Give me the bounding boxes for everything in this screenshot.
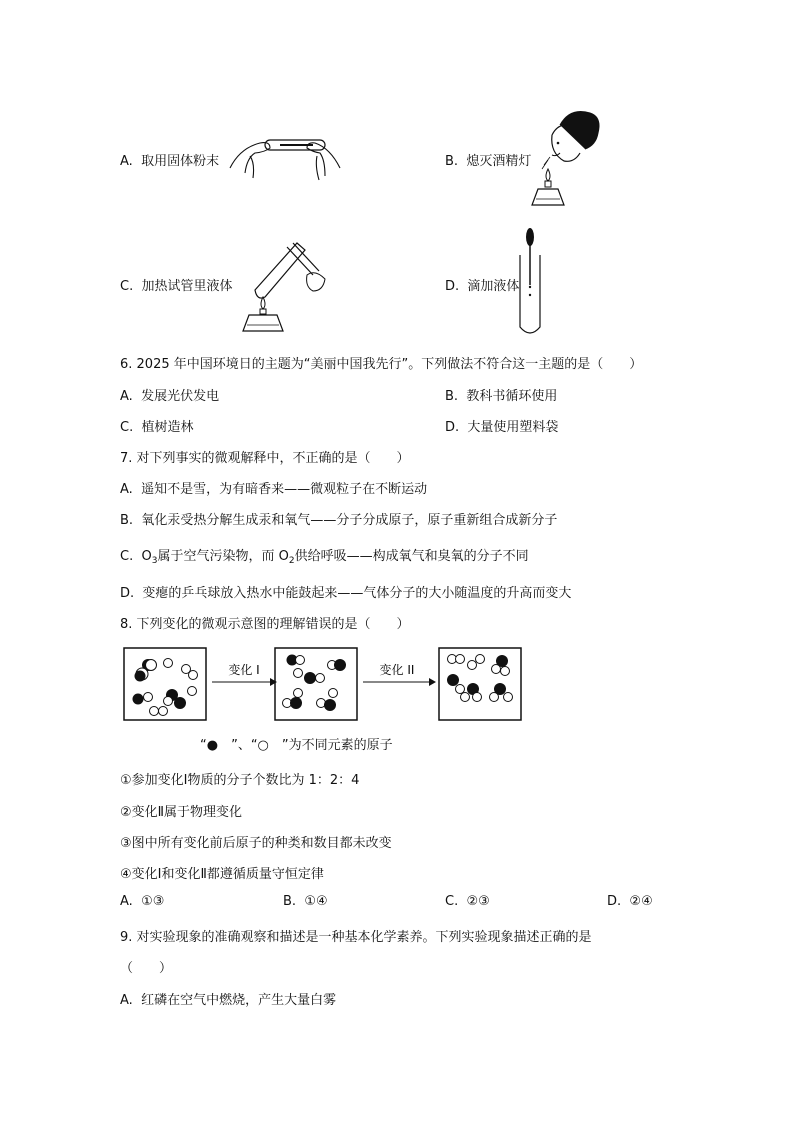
q8-stem: 8. 下列变化的微观示意图的理解错误的是（ ） <box>120 617 410 632</box>
q8-option-c <box>445 894 490 909</box>
option-text: 教科书循环使用 <box>466 389 558 404</box>
option-letter: A. <box>120 894 133 909</box>
q8-option-a <box>120 894 164 909</box>
option-text-pre: O <box>141 549 152 564</box>
powder-sampling-illustration <box>225 128 345 188</box>
option-letter: A. <box>120 154 133 169</box>
q7-option-d <box>120 582 571 601</box>
q6-option-d <box>445 416 558 435</box>
q8-option-b <box>283 894 328 909</box>
box2-particles <box>283 655 347 712</box>
q5-option-c <box>120 275 233 294</box>
arrow-2-label: 变化 II <box>379 663 415 677</box>
option-text: ①③ <box>141 894 165 909</box>
option-text: ②③ <box>466 894 490 909</box>
option-text: 熄灭酒精灯 <box>466 154 532 169</box>
option-letter: B. <box>445 389 459 404</box>
q5-option-a <box>120 150 219 169</box>
option-letter: D. <box>445 279 460 294</box>
option-letter: C. <box>120 420 134 435</box>
option-text: 发展光伏发电 <box>141 389 220 404</box>
particle-change-diagram <box>120 645 530 725</box>
option-text: 大量使用塑料袋 <box>467 420 559 435</box>
box1-particles <box>133 659 198 716</box>
q6-option-c <box>120 416 194 435</box>
q6-option-a <box>120 385 219 404</box>
option-letter: A. <box>120 482 133 497</box>
option-letter: A. <box>120 993 133 1008</box>
arrow-1-label: 变化 I <box>228 663 260 677</box>
option-text: 取用固体粉末 <box>141 154 220 169</box>
option-letter: C. <box>120 279 134 294</box>
option-letter: B. <box>445 154 459 169</box>
q7-option-b <box>120 509 557 528</box>
q6-stem: 6. 2025 年中国环境日的主题为“美丽中国我先行”。下列做法不符合这一主题的是（ ） <box>120 357 643 372</box>
q8-statement-3: ③图中所有变化前后原子的种类和数目都未改变 <box>120 836 392 851</box>
q8-option-d <box>607 894 653 909</box>
option-text: 变瘪的乒乓球放入热水中能鼓起来——气体分子的大小随温度的升高而变大 <box>142 586 572 601</box>
option-letter: A. <box>120 389 133 404</box>
q6-option-b <box>445 385 557 404</box>
option-text-mid: 属于空气污染物，而 O <box>157 549 289 564</box>
option-letter: C. <box>120 549 134 564</box>
q9-paren: （ ） <box>120 961 173 976</box>
option-text: ①④ <box>304 894 328 909</box>
option-letter: B. <box>283 894 297 909</box>
box3-particles <box>447 655 513 702</box>
option-text-sub: 3 <box>151 556 158 566</box>
q7-option-c <box>120 545 529 566</box>
option-letter: D. <box>120 586 135 601</box>
option-letter: D. <box>607 894 622 909</box>
option-text-sub2: 2 <box>288 556 295 566</box>
option-text: 加热试管里液体 <box>141 279 233 294</box>
option-letter: B. <box>120 513 134 528</box>
blowing-lamp-illustration <box>530 105 605 215</box>
option-text: 植树造林 <box>141 420 194 435</box>
q8-legend: “● ”、“○ ”为不同元素的原子 <box>200 738 393 753</box>
option-text: 红磷在空气中燃烧，产生大量白雾 <box>141 993 337 1008</box>
dropping-liquid-illustration <box>515 225 545 340</box>
q8-statement-4: ④变化Ⅰ和变化Ⅱ都遵循质量守恒定律 <box>120 867 324 882</box>
heating-tube-illustration <box>235 235 330 335</box>
q8-statement-1: ①参加变化Ⅰ物质的分子个数比为 1：2：4 <box>120 773 360 788</box>
option-text: ②④ <box>629 894 653 909</box>
q9-stem: 9. 对实验现象的准确观察和描述是一种基本化学素养。下列实验现象描述正确的是 <box>120 930 592 945</box>
option-letter: D. <box>445 420 460 435</box>
option-text-post: 供给呼吸——构成氧气和臭氧的分子不同 <box>294 549 529 564</box>
option-text: 滴加液体 <box>467 279 520 294</box>
q7-option-a <box>120 478 427 497</box>
option-text: 遥知不是雪，为有暗香来——微观粒子在不断运动 <box>141 482 428 497</box>
q8-statement-2: ②变化Ⅱ属于物理变化 <box>120 805 243 820</box>
option-text: 氧化汞受热分解生成汞和氧气——分子分成原子，原子重新组合成新分子 <box>141 513 558 528</box>
q7-stem: 7. 对下列事实的微观解释中，不正确的是（ ） <box>120 451 410 466</box>
q5-option-b <box>445 150 531 169</box>
q9-option-a <box>120 989 336 1008</box>
q5-option-d <box>445 275 519 294</box>
option-letter: C. <box>445 894 459 909</box>
